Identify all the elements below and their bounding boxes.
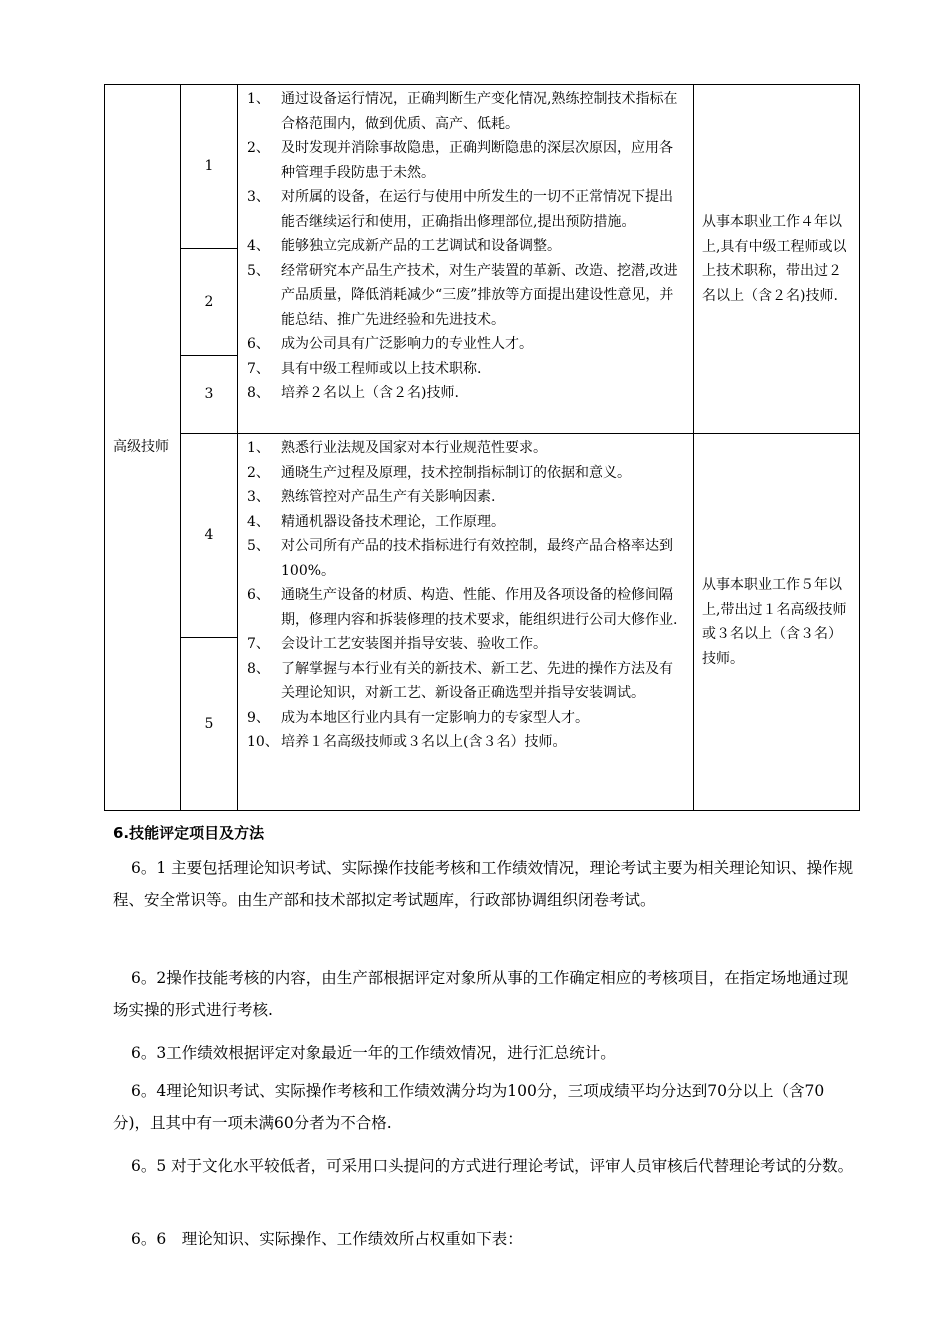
item-text: 及时发现并消除事故隐患，正确判断隐患的深层次原因，应用各种管理手段防患于未然。 (281, 140, 673, 181)
paragraph: 6。5 对于文化水平较低者，可采用口头提问的方式进行理论考试，评审人员审核后代替理论考试的分数。 (131, 1157, 854, 1175)
requirement-item (247, 534, 685, 583)
item-number: 10、 (247, 734, 279, 750)
item-text: 通晓生产设备的材质、构造、性能、作用及各项设备的检修间隔期，修理内容和拆装修理的技术要求，能组织进行公司大修作业. (281, 587, 678, 628)
item-number: 5、 (247, 262, 270, 279)
requirement-item (247, 461, 685, 486)
condition-text: 从事本职业工作４年以上,具有中级工程师或以上技术职称，带出过２名以上（含２名)技师. (702, 214, 847, 304)
requirement-item (247, 136, 685, 185)
item-number: 3、 (247, 489, 270, 505)
item-text: 对所属的设备，在运行与使用中所发生的一切不正常情况下提出能否继续运行和使用，正确指出修理部位,提出预防措施。 (281, 189, 673, 230)
grade-number-cell (181, 434, 238, 638)
requirement-item (247, 485, 685, 510)
item-text: 了解掌握与本行业有关的新技术、新工艺、先进的操作方法及有关理论知识，对新工艺、新设备正确选型并指导安装调试。 (281, 660, 673, 701)
item-number: 2、 (247, 140, 270, 156)
grade-number: 5 (204, 715, 214, 732)
item-number: 4、 (247, 238, 270, 254)
item-number: 4、 (247, 513, 270, 530)
requirement-item (247, 87, 685, 136)
grade-number-cell (181, 356, 238, 434)
requirement-item (247, 234, 685, 259)
item-number: 2、 (247, 464, 270, 481)
grade-number: 2 (204, 293, 214, 310)
item-number: 1、 (247, 440, 270, 456)
item-text: 成为本地区行业内具有一定影响力的专家型人才。 (281, 709, 589, 726)
item-number: 6、 (247, 336, 270, 352)
paragraph: 6。3工作绩效根据评定对象最近一年的工作绩效情况，进行汇总统计。 (131, 1044, 616, 1062)
requirements-cell-group1 (238, 85, 694, 434)
item-text: 成为公司具有广泛影响力的专业性人才。 (281, 336, 533, 352)
requirement-item (247, 185, 685, 234)
grade-number-cell (181, 249, 238, 356)
grade-number: 3 (204, 386, 214, 403)
skill-requirements-table (104, 84, 860, 811)
item-text: 培养１名高级技师或３名以上(含３名）技师。 (281, 734, 567, 750)
requirement-item (247, 381, 685, 406)
paragraph: 6。6 理论知识、实际操作、工作绩效所占权重如下表： (131, 1230, 523, 1248)
item-text: 经常研究本产品生产技术，对生产装置的革新、改造、挖潜,改进产品质量，降低消耗减少“三废”排放等方面提出建设性意见，并能总结、推广先进经验和先进技术。 (281, 262, 678, 328)
requirement-item (247, 657, 685, 706)
grade-number-cell (181, 85, 238, 249)
item-text: 对公司所有产品的技术指标进行有效控制，最终产品合格率达到100%。 (281, 538, 673, 579)
item-number: 6、 (247, 587, 270, 603)
requirement-item (247, 357, 685, 382)
grade-number: 1 (204, 158, 214, 175)
paragraph: 6。1 主要包括理论知识考试、实际操作技能考核和工作绩效情况，理论考试主要为相关理论知识、操作规程、安全常识等。由生产部和技术部拟定考试题库，行政部协调组织闭卷考试。 (113, 859, 854, 909)
level-label: 高级技师 (113, 439, 169, 456)
item-number: 8、 (247, 385, 270, 401)
item-number: 3、 (247, 189, 270, 205)
item-text: 能够独立完成新产品的工艺调试和设备调整。 (281, 238, 561, 254)
grade-number-cell (181, 638, 238, 811)
requirement-item (247, 332, 685, 357)
item-number: 5、 (247, 538, 270, 554)
requirements-cell-group2 (238, 434, 694, 811)
item-text: 具有中级工程师或以上技术职称. (281, 360, 482, 377)
item-number: 7、 (247, 636, 270, 652)
item-number: 7、 (247, 360, 270, 377)
condition-cell-group2 (694, 434, 860, 811)
requirement-item (247, 730, 685, 755)
item-text: 熟练管控对产品生产有关影响因素. (281, 489, 496, 505)
item-text: 培养２名以上（含２名)技师. (281, 385, 459, 401)
grade-number: 4 (204, 527, 214, 544)
item-number: 8、 (247, 660, 270, 677)
level-cell (105, 85, 181, 811)
condition-text: 从事本职业工作５年以上,带出过１名高级技师或３名以上（含３名）技师。 (702, 577, 847, 667)
requirement-item (247, 632, 685, 657)
item-text: 熟悉行业法规及国家对本行业规范性要求。 (281, 440, 547, 456)
requirement-item (247, 259, 685, 333)
item-text: 通晓生产过程及原理，技术控制指标制订的依据和意义。 (281, 464, 631, 481)
requirement-item (247, 583, 685, 632)
section-heading: 6.技能评定项目及方法 (113, 824, 265, 842)
condition-cell-group1 (694, 85, 860, 434)
item-text: 通过设备运行情况，正确判断生产变化情况,熟练控制技术指标在合格范围内，做到优质、高产、低耗。 (281, 91, 678, 132)
paragraph: 6。2操作技能考核的内容，由生产部根据评定对象所从事的工作确定相应的考核项目，在指定场地通过现场实操的形式进行考核. (113, 969, 849, 1019)
item-text: 精通机器设备技术理论，工作原理。 (281, 513, 505, 530)
paragraph: 6。4理论知识考试、实际操作考核和工作绩效满分均为100分，三项成绩平均分达到70分以上（含70分)，且其中有一项未满60分者为不合格. (113, 1082, 825, 1132)
requirement-item (247, 436, 685, 461)
requirement-item (247, 706, 685, 731)
requirement-item (247, 510, 685, 535)
item-text: 会设计工艺安装图并指导安装、验收工作。 (281, 636, 547, 652)
item-number: 9、 (247, 709, 270, 726)
item-number: 1、 (247, 91, 270, 107)
